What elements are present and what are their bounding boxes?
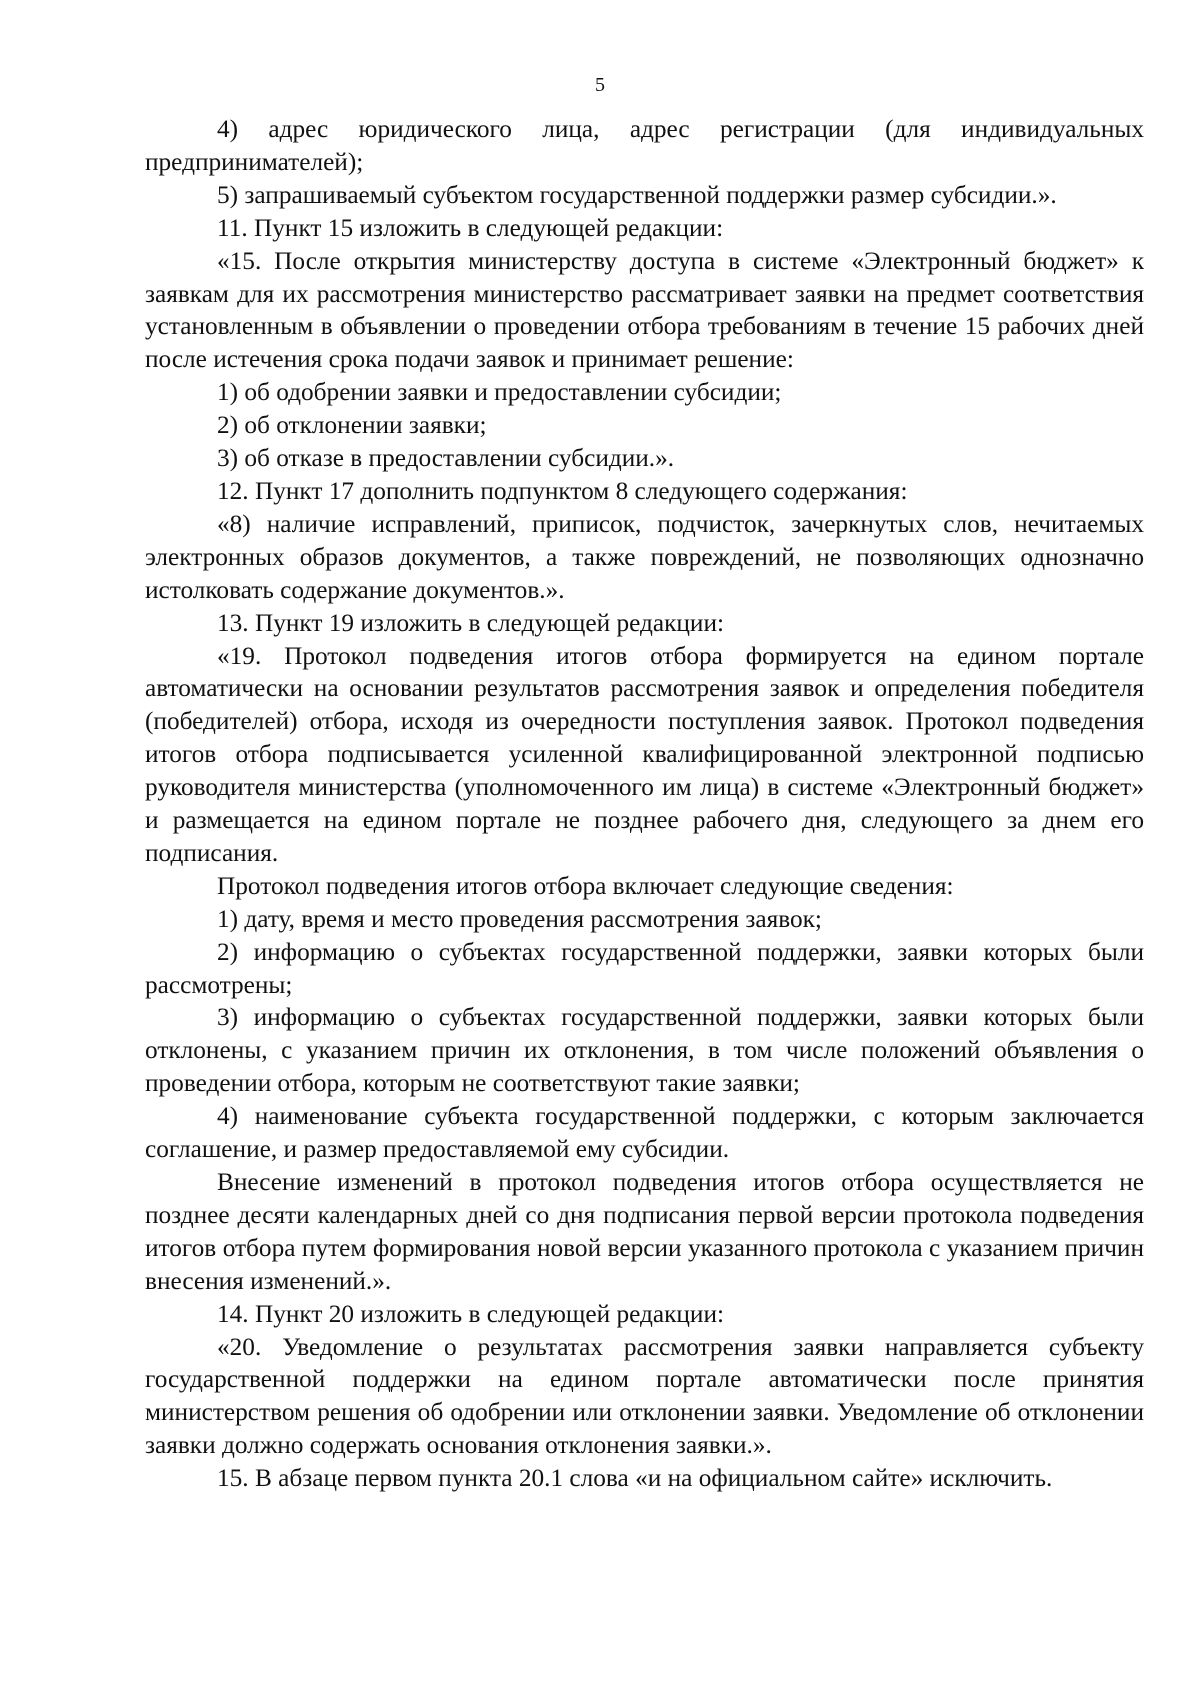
page-number: 5 [595, 74, 605, 96]
paragraph: 2) об отклонении заявки; [217, 411, 487, 440]
paragraph: «8) наличие исправлений, приписок, подчисток, зачеркнутых слов, нечитаемых электронных образов документов, а также повреждений, не позволяющих однозначно истолковать содержание документов.». [145, 509, 1144, 604]
paragraph: 5) запрашиваемый субъектом государственной поддержки размер субсидии.». [217, 180, 1057, 209]
paragraph: 2) информацию о субъектах государственной поддержки, заявки которых были рассмотрены; [145, 937, 1144, 999]
paragraph: Протокол подведения итогов отбора включает следующие сведения: [217, 871, 954, 900]
paragraph: 13. Пункт 19 изложить в следующей редакции: [217, 608, 725, 637]
paragraph: 15. В абзаце первом пункта 20.1 слова «и на официальном сайте» исключить. [217, 1464, 1053, 1493]
paragraph: 1) дату, время и место проведения рассмотрения заявок; [217, 904, 822, 933]
paragraph: 11. Пункт 15 изложить в следующей редакции: [217, 213, 724, 242]
paragraph: 4) адрес юридического лица, адрес регистрации (для индивидуальных предпринимателей); [145, 115, 1144, 176]
paragraph: 14. Пункт 20 изложить в следующей редакции: [217, 1299, 725, 1328]
document-body [145, 113, 1144, 1495]
paragraph: 3) информацию о субъектах государственной поддержки, заявки которых были отклонены, с указанием причин их отклонения, в том числе положений объявления о проведении отбора, которым не соответствуют такие заявки; [145, 1003, 1144, 1098]
paragraph: «15. После открытия министерству доступа в системе «Электронный бюджет» к заявкам для их рассмотрения министерство рассматривает заявки на предмет соответствия установленным в объявлении о проведении отбора требованиям в течение 15 рабочих дней после истечения срока подачи заявок и принимает решение: [145, 246, 1144, 374]
paragraph: 12. Пункт 17 дополнить подпунктом 8 следующего содержания: [217, 476, 908, 505]
paragraph: 1) об одобрении заявки и предоставлении субсидии; [217, 378, 782, 407]
paragraph: Внесение изменений в протокол подведения итогов отбора осуществляется не позднее десяти календарных дней со дня подписания первой версии протокола подведения итогов отбора путем формирования новой версии указанного протокола с указанием причин внесения изменений.». [145, 1168, 1144, 1295]
paragraph: «19. Протокол подведения итогов отбора формируется на едином портале автоматически на основании результатов рассмотрения заявок и определения победителя (победителей) отбора, исходя из очередности поступления заявок. Протокол подведения итогов отбора подписывается усиленной квалифицированной электронной подписью руководителя министерства (уполномоченного им лица) в системе «Электронный бюджет» и размещается на едином портале не позднее рабочего дня, следующего за днем его подписания. [145, 641, 1144, 867]
paragraph: 4) наименование субъекта государственной поддержки, с которым заключается соглашение, и размер предоставляемой ему субсидии. [145, 1102, 1144, 1164]
paragraph: 3) об отказе в предоставлении субсидии.». [217, 444, 675, 473]
paragraph: «20. Уведомление о результатах рассмотрения заявки направляется субъекту государственной поддержки на едином портале автоматически после принятия министерством решения об одобрении или отклонении заявки. Уведомление об отклонении заявки должно содержать основания отклонения заявки.». [145, 1332, 1144, 1460]
